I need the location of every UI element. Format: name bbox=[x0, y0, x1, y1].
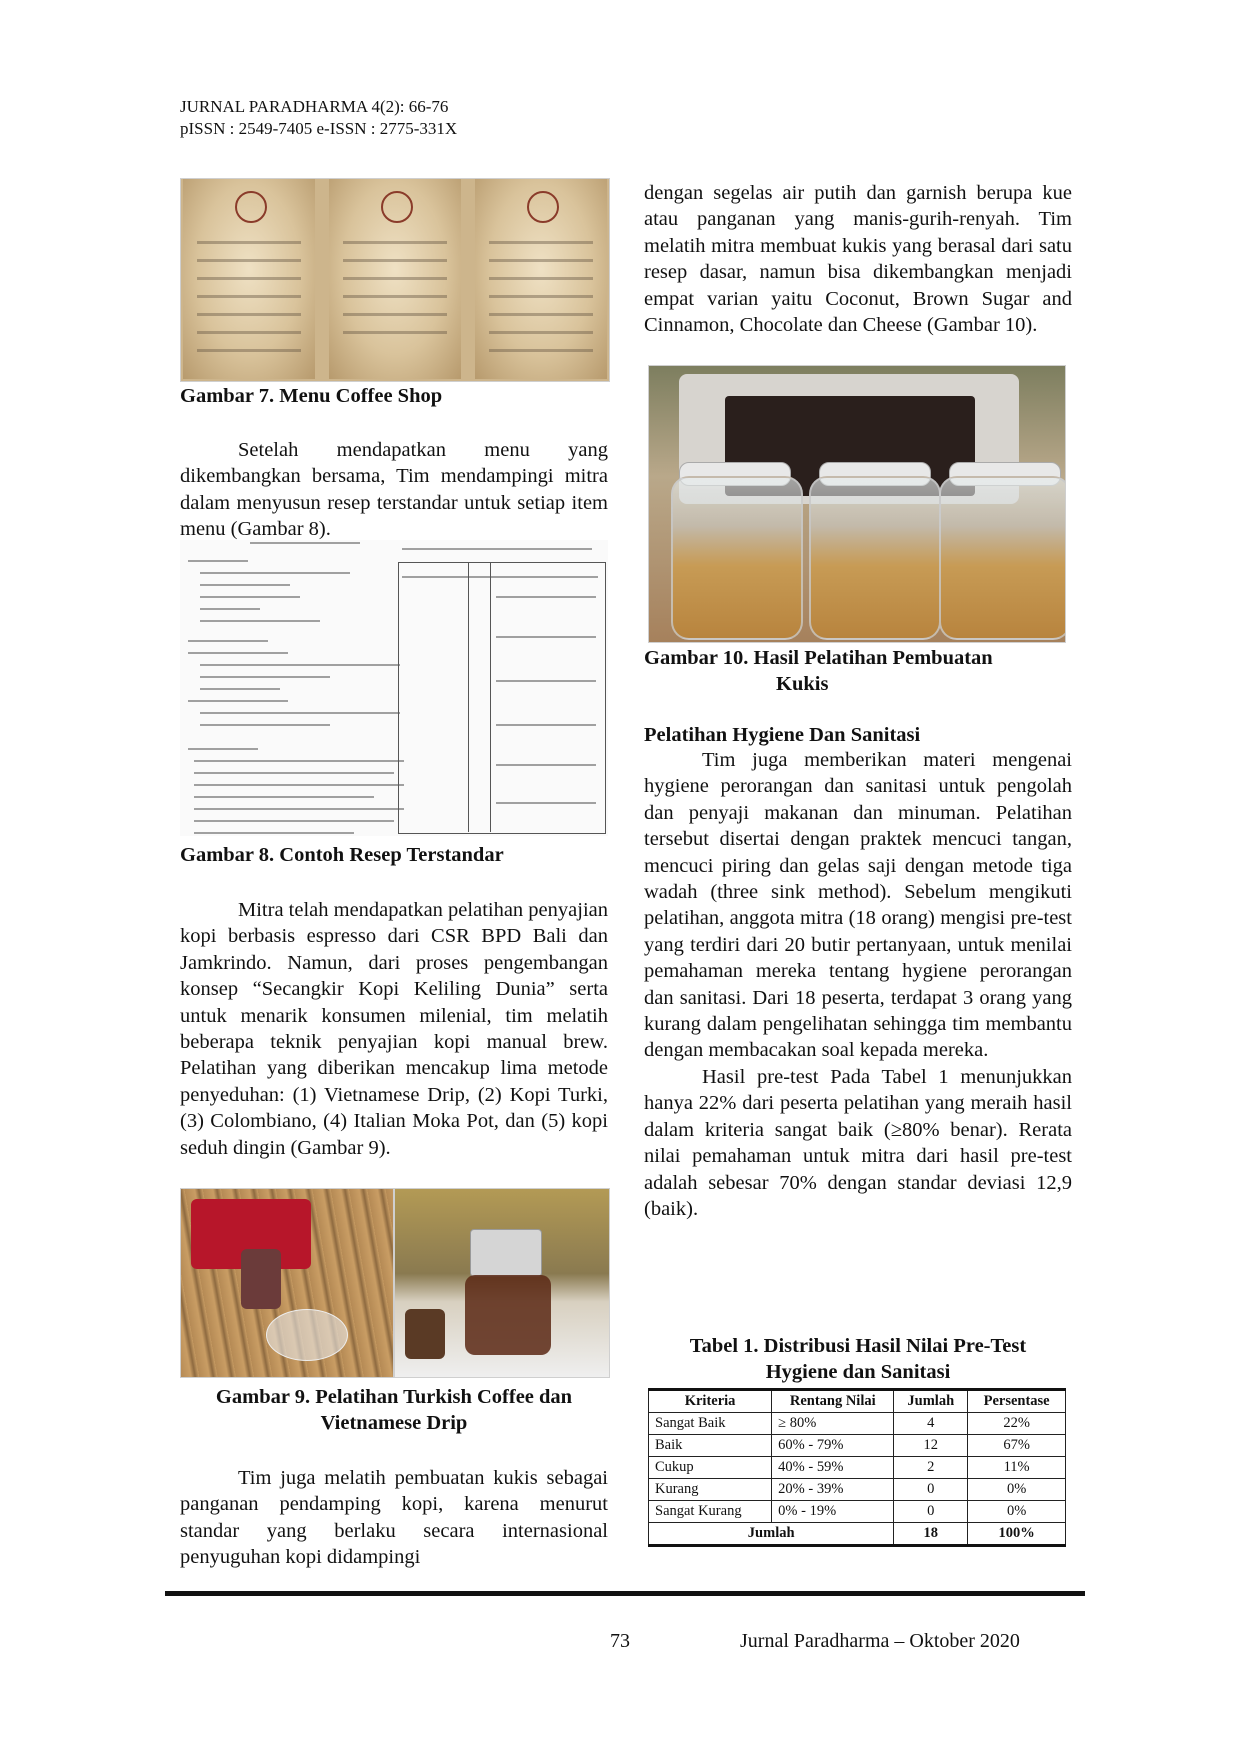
table-cell: Cukup bbox=[649, 1457, 772, 1479]
caption-line: Kukis bbox=[776, 673, 829, 695]
table-row bbox=[649, 1435, 1066, 1457]
table-cell: 12 bbox=[894, 1435, 968, 1457]
results-table bbox=[648, 1388, 1066, 1547]
cookie-jar bbox=[809, 476, 941, 640]
table-cell: 100% bbox=[968, 1523, 1066, 1546]
table-1-caption bbox=[644, 1333, 1072, 1385]
table-cell: Jumlah bbox=[649, 1523, 894, 1546]
figure-8-recipe-image bbox=[180, 540, 608, 836]
table-cell: 18 bbox=[894, 1523, 968, 1546]
table-cell: 0% - 19% bbox=[772, 1501, 894, 1523]
table-header: Rentang Nilai bbox=[772, 1390, 894, 1413]
table-cell: 11% bbox=[968, 1457, 1066, 1479]
cookie-jar bbox=[939, 476, 1066, 640]
table-cell: Sangat Baik bbox=[649, 1413, 772, 1435]
caption-line: Gambar 10. Hasil Pelatihan Pembuatan bbox=[644, 647, 993, 669]
table-row bbox=[649, 1479, 1066, 1501]
left-paragraph-1 bbox=[180, 437, 608, 543]
caption-line: Gambar 9. Pelatihan Turkish Coffee dan bbox=[215, 1386, 573, 1408]
figure-7-caption: Gambar 7. Menu Coffee Shop bbox=[180, 385, 443, 407]
table-cell: 0% bbox=[968, 1479, 1066, 1501]
menu-panel bbox=[329, 179, 461, 379]
issn-line: pISSN : 2549-7405 e-ISSN : 2775-331X bbox=[180, 119, 458, 138]
table-cell: Sangat Kurang bbox=[649, 1501, 772, 1523]
table-row bbox=[649, 1501, 1066, 1523]
table-cell: ≥ 80% bbox=[772, 1413, 894, 1435]
caption-line: Tabel 1. Distribusi Hasil Nilai Pre-Test bbox=[689, 1335, 1027, 1357]
cookie-jar bbox=[671, 476, 803, 640]
figure-9-caption bbox=[180, 1384, 608, 1436]
paragraph-text: Hasil pre-test Pada Tabel 1 menunjukkan hanya 22% dari peserta pelatihan yang meraih hasil dalam kriteria sangat baik (≥80% benar). Rerata nilai pemahaman untuk mitra dari hasil pre-test adalah sebesar 70% dengan standar deviasi 12,9 (baik). bbox=[644, 1065, 1072, 1220]
left-paragraph-3 bbox=[180, 1465, 608, 1571]
coffee-cup-icon bbox=[527, 191, 559, 223]
table-cell: 60% - 79% bbox=[772, 1435, 894, 1457]
table-row bbox=[649, 1413, 1066, 1435]
figure-8-caption: Gambar 8. Contoh Resep Terstandar bbox=[180, 844, 504, 866]
table-cell: 40% - 59% bbox=[772, 1457, 894, 1479]
table-cell: 0% bbox=[968, 1501, 1066, 1523]
journal-title: JURNAL PARADHARMA 4(2): 66-76 bbox=[180, 97, 449, 116]
right-paragraph-2 bbox=[644, 747, 1072, 1222]
table-cell: 4 bbox=[894, 1413, 968, 1435]
table-header: Kriteria bbox=[649, 1390, 772, 1413]
coffee-cup-icon bbox=[381, 191, 413, 223]
table-cell: 22% bbox=[968, 1413, 1066, 1435]
table-cell: 20% - 39% bbox=[772, 1479, 894, 1501]
figure-10-cookies-photo bbox=[648, 365, 1066, 643]
menu-panel bbox=[183, 179, 315, 379]
running-header bbox=[180, 96, 457, 140]
figure-10-caption bbox=[644, 645, 1072, 697]
paragraph-text: Mitra telah mendapatkan pelatihan penyajian kopi berbasis espresso dari CSR BPD Bali dan Jamkrindo. Namun, dari proses pengembangan konsep “Secangkir Kopi Keliling Dunia” serta untuk menarik konsumen milenial, tim melatih beberapa teknik penyajian kopi manual brew. Pelatihan yang diberikan mencakup lima metode penyeduhan: (1) Vietnamese Drip, (2) Kopi Turki, (3) Colombiano, (4) Italian Moka Pot, dan (5) kopi seduh dingin (Gambar 9). bbox=[180, 899, 608, 1159]
table-cell: Kurang bbox=[649, 1479, 772, 1501]
paragraph-text: Setelah mendapatkan menu yang dikembangkan bersama, Tim mendampingi mitra dalam menyusun resep terstandar untuk setiap item menu (Gambar 8). bbox=[180, 439, 608, 541]
coffee-cup-icon bbox=[235, 191, 267, 223]
figure-9-photo-vietnamese-drip bbox=[394, 1188, 610, 1378]
footer-journal: Jurnal Paradharma – Oktober 2020 bbox=[740, 1630, 1020, 1652]
caption-line: Hygiene dan Sanitasi bbox=[765, 1361, 951, 1383]
table-row bbox=[649, 1457, 1066, 1479]
table-total-row bbox=[649, 1523, 1066, 1546]
paragraph-text: Tim juga memberikan materi mengenai hygiene perorangan dan sanitasi untuk pengolah dan penyaji makanan dan minuman. Pelatihan tersebut disertai dengan praktek mencuci tangan, mencuci piring dan gelas saji dengan metode tiga wadah (three sink method). Sebelum mengikuti pelatihan, anggota mitra (18 orang) mengisi pre-test yang terdiri dari 20 butir pertanyaan, untuk menilai pemahaman mereka tentang hygiene perorangan dan sanitasi. Dari 18 peserta, terdapat 3 orang yang kurang dalam pengelihatan sehingga tim membantu dengan membacakan soal kepada mereka. bbox=[644, 749, 1072, 1062]
table-header: Jumlah bbox=[894, 1390, 968, 1413]
table-cell: 0 bbox=[894, 1501, 968, 1523]
table-header: Persentase bbox=[968, 1390, 1066, 1413]
table-cell: Baik bbox=[649, 1435, 772, 1457]
paragraph-text: Tim juga melatih pembuatan kukis sebagai panganan pendamping kopi, karena menurut standar yang berlaku secara internasional penyuguhan kopi didampingi bbox=[180, 1467, 608, 1569]
footer-rule bbox=[165, 1591, 1085, 1596]
section-title: Pelatihan Hygiene Dan Sanitasi bbox=[644, 724, 921, 746]
menu-panel bbox=[475, 179, 607, 379]
table-cell: 2 bbox=[894, 1457, 968, 1479]
figure-7-menu-image bbox=[180, 178, 610, 382]
page-number: 73 bbox=[610, 1630, 630, 1652]
table-cell: 0 bbox=[894, 1479, 968, 1501]
caption-line: Vietnamese Drip bbox=[320, 1412, 468, 1434]
left-paragraph-2 bbox=[180, 897, 608, 1161]
figure-9-photo-turkish-coffee bbox=[180, 1188, 394, 1378]
table-1 bbox=[648, 1388, 1066, 1547]
paragraph-text: dengan segelas air putih dan garnish berupa kue atau panganan yang manis-gurih-renyah. Tim melatih mitra membuat kukis yang berasal dari satu resep dasar, namun bisa dikembangkan menjadi empat varian yaitu Coconut, Brown Sugar and Cinnamon, Chocolate dan Cheese (Gambar 10). bbox=[644, 182, 1072, 337]
right-paragraph-1 bbox=[644, 180, 1072, 338]
table-cell: 67% bbox=[968, 1435, 1066, 1457]
